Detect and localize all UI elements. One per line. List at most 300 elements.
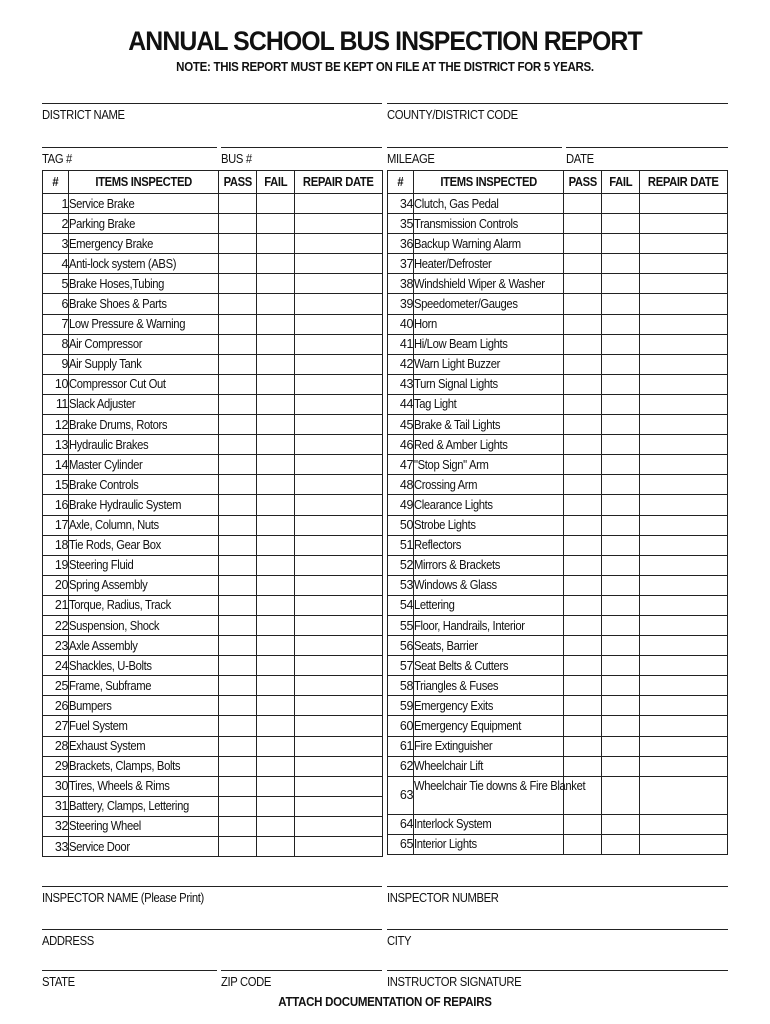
fail-cell[interactable] <box>602 834 640 854</box>
fail-cell[interactable] <box>257 575 295 595</box>
repair-date-cell[interactable] <box>640 314 728 334</box>
item-number: 64 <box>388 814 414 834</box>
table-row <box>388 656 728 676</box>
repair-date-cell[interactable] <box>640 334 728 354</box>
fail-cell[interactable] <box>257 656 295 676</box>
fail-cell[interactable] <box>602 615 640 635</box>
repair-date-cell[interactable] <box>295 716 383 736</box>
repair-date-cell[interactable] <box>640 515 728 535</box>
fail-cell[interactable] <box>602 455 640 475</box>
inspection-table-left <box>42 170 383 857</box>
table-row <box>388 394 728 414</box>
pass-cell[interactable] <box>564 814 602 834</box>
city-label: CITY <box>387 934 412 948</box>
item-number: 3 <box>43 234 69 254</box>
fail-cell[interactable] <box>257 696 295 716</box>
fail-cell[interactable] <box>602 274 640 294</box>
repair-date-cell[interactable] <box>295 575 383 595</box>
pass-cell[interactable] <box>564 294 602 314</box>
table-row <box>388 515 728 535</box>
date-field[interactable] <box>566 147 728 167</box>
pass-cell[interactable] <box>219 415 257 435</box>
fail-cell[interactable] <box>602 435 640 455</box>
fail-cell[interactable] <box>602 696 640 716</box>
table-row <box>388 334 728 354</box>
repair-date-cell[interactable] <box>295 837 383 857</box>
repair-date-cell[interactable] <box>295 796 383 816</box>
fail-cell[interactable] <box>257 254 295 274</box>
col-header-pass: PASS <box>564 171 602 194</box>
table-row <box>388 415 728 435</box>
inspector-number-field[interactable] <box>387 886 728 906</box>
fail-cell[interactable] <box>257 234 295 254</box>
pass-cell[interactable] <box>564 656 602 676</box>
repair-date-cell[interactable] <box>640 274 728 294</box>
pass-cell[interactable] <box>219 254 257 274</box>
pass-cell[interactable] <box>219 756 257 776</box>
footer-instruction: ATTACH DOCUMENTATION OF REPAIRS <box>278 995 492 1009</box>
pass-cell[interactable] <box>564 394 602 414</box>
mileage-label: MILEAGE <box>387 152 435 166</box>
fail-cell[interactable] <box>257 837 295 857</box>
table-row <box>43 374 383 394</box>
repair-date-cell[interactable] <box>295 254 383 274</box>
fail-cell[interactable] <box>257 736 295 756</box>
fail-cell[interactable] <box>602 676 640 696</box>
item-label: Emergency Brake <box>69 234 219 254</box>
pass-cell[interactable] <box>564 214 602 234</box>
repair-date-cell[interactable] <box>640 254 728 274</box>
fail-cell[interactable] <box>257 435 295 455</box>
item-number: 40 <box>388 314 414 334</box>
repair-date-cell[interactable] <box>640 676 728 696</box>
fail-cell[interactable] <box>602 535 640 555</box>
repair-date-cell[interactable] <box>295 334 383 354</box>
repair-date-cell[interactable] <box>295 615 383 635</box>
repair-date-cell[interactable] <box>640 495 728 515</box>
table-row <box>43 716 383 736</box>
fail-cell[interactable] <box>602 814 640 834</box>
repair-date-cell[interactable] <box>295 656 383 676</box>
repair-date-cell[interactable] <box>295 314 383 334</box>
repair-date-cell[interactable] <box>295 696 383 716</box>
fail-cell[interactable] <box>602 294 640 314</box>
pass-cell[interactable] <box>564 194 602 214</box>
item-number: 32 <box>43 816 69 836</box>
pass-cell[interactable] <box>564 455 602 475</box>
table-row <box>43 676 383 696</box>
repair-date-cell[interactable] <box>640 834 728 854</box>
table-row <box>388 254 728 274</box>
repair-date-cell[interactable] <box>640 615 728 635</box>
repair-date-cell[interactable] <box>640 595 728 615</box>
repair-date-cell[interactable] <box>640 354 728 374</box>
repair-date-cell[interactable] <box>640 696 728 716</box>
repair-date-cell[interactable] <box>640 535 728 555</box>
item-label: "Stop Sign" Arm <box>414 455 564 475</box>
repair-date-cell[interactable] <box>640 455 728 475</box>
item-label: Transmission Controls <box>414 214 564 234</box>
repair-date-cell[interactable] <box>640 475 728 495</box>
signature-field[interactable] <box>387 970 728 990</box>
pass-cell[interactable] <box>564 636 602 656</box>
inspector-name-label: INSPECTOR NAME (Please Print) <box>42 891 204 905</box>
fail-cell[interactable] <box>257 354 295 374</box>
item-label: Interlock System <box>414 814 564 834</box>
item-label: Slack Adjuster <box>69 394 219 414</box>
item-label: Axle Assembly <box>69 636 219 656</box>
fail-cell[interactable] <box>257 515 295 535</box>
repair-date-cell[interactable] <box>640 656 728 676</box>
pass-cell[interactable] <box>564 334 602 354</box>
repair-date-cell[interactable] <box>640 736 728 756</box>
table-row <box>43 334 383 354</box>
pass-cell[interactable] <box>219 314 257 334</box>
item-label: Warn Light Buzzer <box>414 354 564 374</box>
pass-cell[interactable] <box>219 837 257 857</box>
pass-cell[interactable] <box>564 615 602 635</box>
repair-date-cell[interactable] <box>640 756 728 776</box>
county-code-field[interactable] <box>387 103 728 123</box>
pass-cell[interactable] <box>564 756 602 776</box>
repair-date-cell[interactable] <box>640 415 728 435</box>
item-label: Wheelchair Lift <box>414 756 564 776</box>
pass-cell[interactable] <box>219 294 257 314</box>
item-number: 50 <box>388 515 414 535</box>
item-label: Mirrors & Brackets <box>414 555 564 575</box>
fail-cell[interactable] <box>602 575 640 595</box>
table-row <box>388 555 728 575</box>
repair-date-cell[interactable] <box>640 575 728 595</box>
item-label: Steering Wheel <box>69 816 219 836</box>
fail-cell[interactable] <box>602 595 640 615</box>
pass-cell[interactable] <box>564 234 602 254</box>
repair-date-cell[interactable] <box>295 676 383 696</box>
table-row <box>388 636 728 656</box>
pass-cell[interactable] <box>564 696 602 716</box>
repair-date-cell[interactable] <box>295 495 383 515</box>
table-row <box>43 736 383 756</box>
fail-cell[interactable] <box>257 274 295 294</box>
repair-date-cell[interactable] <box>640 776 728 814</box>
item-number: 44 <box>388 394 414 414</box>
fail-cell[interactable] <box>602 214 640 234</box>
pass-cell[interactable] <box>564 374 602 394</box>
pass-cell[interactable] <box>219 736 257 756</box>
table-row <box>43 214 383 234</box>
table-row <box>43 515 383 535</box>
pass-cell[interactable] <box>219 274 257 294</box>
fail-cell[interactable] <box>257 636 295 656</box>
item-label: Exhaust System <box>69 736 219 756</box>
repair-date-cell[interactable] <box>640 234 728 254</box>
fail-cell[interactable] <box>602 656 640 676</box>
fail-cell[interactable] <box>257 455 295 475</box>
table-row <box>388 495 728 515</box>
item-number: 33 <box>43 837 69 857</box>
fail-cell[interactable] <box>257 394 295 414</box>
repair-date-cell[interactable] <box>295 636 383 656</box>
fail-cell[interactable] <box>257 776 295 796</box>
repair-date-cell[interactable] <box>295 435 383 455</box>
table-row <box>388 814 728 834</box>
fail-cell[interactable] <box>257 716 295 736</box>
repair-date-cell[interactable] <box>295 415 383 435</box>
item-label: Heater/Defroster <box>414 254 564 274</box>
fail-cell[interactable] <box>257 676 295 696</box>
repair-date-cell[interactable] <box>295 214 383 234</box>
pass-cell[interactable] <box>219 716 257 736</box>
pass-cell[interactable] <box>564 435 602 455</box>
fail-cell[interactable] <box>602 756 640 776</box>
table-row <box>388 575 728 595</box>
item-number: 45 <box>388 415 414 435</box>
fail-cell[interactable] <box>602 374 640 394</box>
fail-cell[interactable] <box>602 495 640 515</box>
repair-date-cell[interactable] <box>295 776 383 796</box>
item-number: 2 <box>43 214 69 234</box>
repair-date-cell[interactable] <box>295 374 383 394</box>
fail-cell[interactable] <box>257 214 295 234</box>
pass-cell[interactable] <box>219 676 257 696</box>
fail-cell[interactable] <box>602 194 640 214</box>
pass-cell[interactable] <box>564 475 602 495</box>
item-label: Suspension, Shock <box>69 615 219 635</box>
item-label: Bumpers <box>69 696 219 716</box>
fail-cell[interactable] <box>257 495 295 515</box>
pass-cell[interactable] <box>564 254 602 274</box>
repair-date-cell[interactable] <box>640 214 728 234</box>
item-number: 35 <box>388 214 414 234</box>
fail-cell[interactable] <box>602 394 640 414</box>
repair-date-cell[interactable] <box>295 234 383 254</box>
fail-cell[interactable] <box>602 334 640 354</box>
repair-date-cell[interactable] <box>295 394 383 414</box>
table-row <box>43 495 383 515</box>
fail-cell[interactable] <box>257 535 295 555</box>
repair-date-cell[interactable] <box>640 435 728 455</box>
item-label: Crossing Arm <box>414 475 564 495</box>
pass-cell[interactable] <box>219 636 257 656</box>
table-row <box>43 475 383 495</box>
pass-cell[interactable] <box>564 535 602 555</box>
pass-cell[interactable] <box>564 314 602 334</box>
fail-cell[interactable] <box>257 615 295 635</box>
fail-cell[interactable] <box>257 314 295 334</box>
state-field[interactable] <box>42 970 217 990</box>
item-number: 15 <box>43 475 69 495</box>
table-row <box>388 274 728 294</box>
item-number: 34 <box>388 194 414 214</box>
pass-cell[interactable] <box>219 696 257 716</box>
item-label: Seat Belts & Cutters <box>414 656 564 676</box>
col-header-num: # <box>388 171 414 194</box>
pass-cell[interactable] <box>219 595 257 615</box>
item-number: 61 <box>388 736 414 756</box>
repair-date-cell[interactable] <box>295 595 383 615</box>
item-label: Strobe Lights <box>414 515 564 535</box>
pass-cell[interactable] <box>219 535 257 555</box>
fail-cell[interactable] <box>602 636 640 656</box>
bus-field[interactable] <box>221 147 382 167</box>
fail-cell[interactable] <box>257 194 295 214</box>
pass-cell[interactable] <box>219 796 257 816</box>
repair-date-cell[interactable] <box>640 636 728 656</box>
fail-cell[interactable] <box>602 716 640 736</box>
item-number: 47 <box>388 455 414 475</box>
repair-date-cell[interactable] <box>295 555 383 575</box>
pass-cell[interactable] <box>219 394 257 414</box>
fail-cell[interactable] <box>257 334 295 354</box>
district-name-field[interactable] <box>42 103 382 123</box>
item-label: Steering Fluid <box>69 555 219 575</box>
item-label: Seats, Barrier <box>414 636 564 656</box>
tag-field[interactable] <box>42 147 217 167</box>
pass-cell[interactable] <box>564 555 602 575</box>
item-label: Backup Warning Alarm <box>414 234 564 254</box>
item-number: 43 <box>388 374 414 394</box>
table-row <box>388 234 728 254</box>
table-row <box>43 816 383 836</box>
table-row <box>388 294 728 314</box>
repair-date-cell[interactable] <box>640 374 728 394</box>
pass-cell[interactable] <box>219 354 257 374</box>
item-label: Hi/Low Beam Lights <box>414 334 564 354</box>
fail-cell[interactable] <box>602 354 640 374</box>
pass-cell[interactable] <box>564 415 602 435</box>
pass-cell[interactable] <box>564 515 602 535</box>
pass-cell[interactable] <box>219 575 257 595</box>
table-header-row <box>43 171 383 194</box>
pass-cell[interactable] <box>219 495 257 515</box>
table-row <box>43 837 383 857</box>
repair-date-cell[interactable] <box>295 194 383 214</box>
fail-cell[interactable] <box>257 415 295 435</box>
pass-cell[interactable] <box>219 515 257 535</box>
repair-date-cell[interactable] <box>640 194 728 214</box>
item-number: 19 <box>43 555 69 575</box>
fail-cell[interactable] <box>257 816 295 836</box>
pass-cell[interactable] <box>564 354 602 374</box>
repair-date-cell[interactable] <box>295 736 383 756</box>
pass-cell[interactable] <box>564 716 602 736</box>
table-row <box>43 354 383 374</box>
pass-cell[interactable] <box>219 776 257 796</box>
repair-date-cell[interactable] <box>640 294 728 314</box>
item-label: Tag Light <box>414 394 564 414</box>
item-number: 23 <box>43 636 69 656</box>
pass-cell[interactable] <box>219 555 257 575</box>
fail-cell[interactable] <box>602 415 640 435</box>
pass-cell[interactable] <box>219 334 257 354</box>
pass-cell[interactable] <box>219 214 257 234</box>
pass-cell[interactable] <box>219 615 257 635</box>
col-header-fail: FAIL <box>257 171 295 194</box>
table-row <box>43 294 383 314</box>
fail-cell[interactable] <box>602 776 640 814</box>
pass-cell[interactable] <box>219 816 257 836</box>
repair-date-cell[interactable] <box>295 274 383 294</box>
pass-cell[interactable] <box>564 834 602 854</box>
item-number: 16 <box>43 495 69 515</box>
pass-cell[interactable] <box>564 595 602 615</box>
repair-date-cell[interactable] <box>295 816 383 836</box>
repair-date-cell[interactable] <box>295 515 383 535</box>
zip-label: ZIP CODE <box>221 975 272 989</box>
inspector-number-label: INSPECTOR NUMBER <box>387 891 499 905</box>
item-number: 10 <box>43 374 69 394</box>
fail-cell[interactable] <box>257 475 295 495</box>
inspector-name-field[interactable] <box>42 886 382 906</box>
fail-cell[interactable] <box>602 515 640 535</box>
item-label: Wheelchair Tie downs & Fire Blanket <box>414 776 564 814</box>
fail-cell[interactable] <box>602 475 640 495</box>
fail-cell[interactable] <box>257 374 295 394</box>
item-number: 60 <box>388 716 414 736</box>
city-field[interactable] <box>387 929 728 949</box>
item-label: Triangles & Fuses <box>414 676 564 696</box>
pass-cell[interactable] <box>564 575 602 595</box>
repair-date-cell[interactable] <box>640 814 728 834</box>
item-number: 8 <box>43 334 69 354</box>
pass-cell[interactable] <box>219 374 257 394</box>
pass-cell[interactable] <box>219 435 257 455</box>
item-label: Compressor Cut Out <box>69 374 219 394</box>
item-label: Hydraulic Brakes <box>69 435 219 455</box>
fail-cell[interactable] <box>257 294 295 314</box>
repair-date-cell[interactable] <box>640 555 728 575</box>
mileage-field[interactable] <box>387 147 562 167</box>
table-row <box>388 314 728 334</box>
pass-cell[interactable] <box>564 495 602 515</box>
address-field[interactable] <box>42 929 382 949</box>
table-row <box>388 455 728 475</box>
item-number: 52 <box>388 555 414 575</box>
fail-cell[interactable] <box>257 555 295 575</box>
pass-cell[interactable] <box>219 475 257 495</box>
item-label: Reflectors <box>414 535 564 555</box>
fail-cell[interactable] <box>257 796 295 816</box>
item-label: Brake Shoes & Parts <box>69 294 219 314</box>
fail-cell[interactable] <box>602 314 640 334</box>
table-row <box>43 254 383 274</box>
repair-date-cell[interactable] <box>295 756 383 776</box>
repair-date-cell[interactable] <box>295 354 383 374</box>
repair-date-cell[interactable] <box>295 475 383 495</box>
pass-cell[interactable] <box>564 274 602 294</box>
pass-cell[interactable] <box>219 234 257 254</box>
zip-field[interactable] <box>221 970 382 990</box>
item-number: 6 <box>43 294 69 314</box>
fail-cell[interactable] <box>602 254 640 274</box>
repair-date-cell[interactable] <box>295 294 383 314</box>
pass-cell[interactable] <box>219 656 257 676</box>
fail-cell[interactable] <box>257 756 295 776</box>
fail-cell[interactable] <box>602 736 640 756</box>
signature-label: INSTRUCTOR SIGNATURE <box>387 975 522 989</box>
fail-cell[interactable] <box>602 234 640 254</box>
fail-cell[interactable] <box>602 555 640 575</box>
pass-cell[interactable] <box>564 676 602 696</box>
repair-date-cell[interactable] <box>640 716 728 736</box>
pass-cell[interactable] <box>219 455 257 475</box>
pass-cell[interactable] <box>564 736 602 756</box>
fail-cell[interactable] <box>257 595 295 615</box>
repair-date-cell[interactable] <box>295 455 383 475</box>
repair-date-cell[interactable] <box>640 394 728 414</box>
repair-date-cell[interactable] <box>295 535 383 555</box>
pass-cell[interactable] <box>219 194 257 214</box>
